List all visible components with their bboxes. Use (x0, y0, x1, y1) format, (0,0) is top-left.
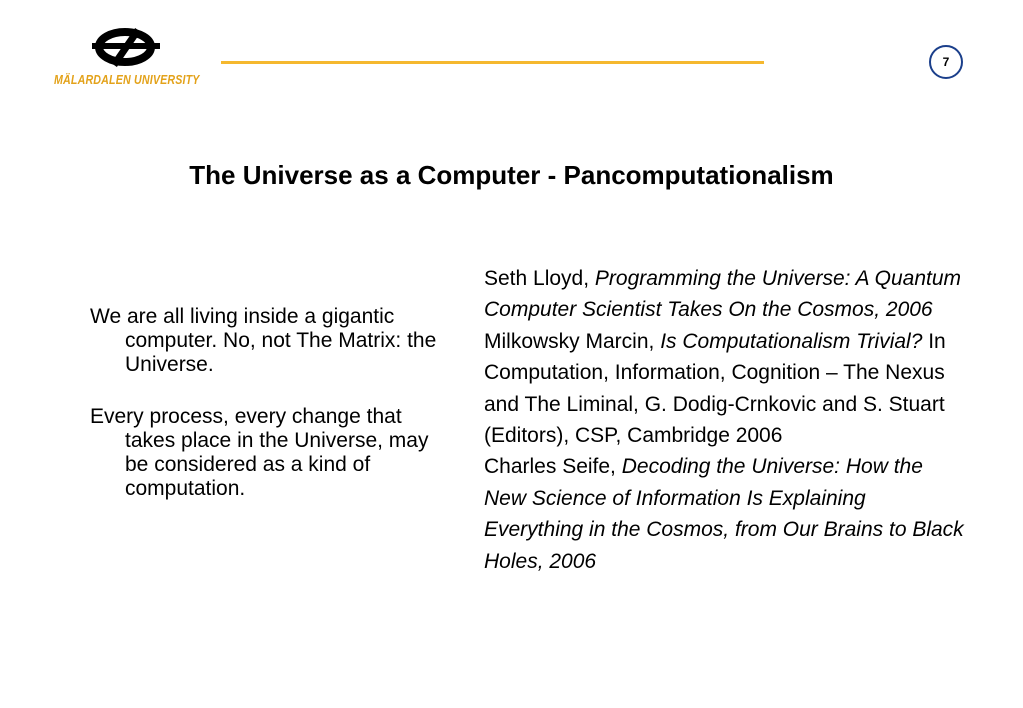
header-rule (221, 61, 764, 64)
page-number-badge: 7 (929, 45, 963, 79)
paragraph-living-inside-computer: We are all living inside a gigantic computer. No, not The Matrix: the Universe. (90, 305, 437, 376)
reference-item (484, 263, 964, 326)
reference-title: Is Computationalism Trivial? (660, 329, 923, 353)
university-name: MÄLARDALEN UNIVERSITY (54, 72, 200, 87)
university-seal-icon (92, 28, 162, 68)
reference-title: Decoding the Universe: How the New Science of Information Is Explaining Everything in the Cosmos, from Our Brains to Black Holes, 2006 (484, 455, 964, 573)
university-logo (50, 28, 210, 98)
reference-author: Seth Lloyd, (484, 267, 595, 290)
reference-author: Milkowsky Marcin, (484, 329, 661, 353)
bullet-column (90, 305, 440, 529)
reference-details: In Computation, Information, Cognition – The Nexus and The Liminal, G. Dodig-Crnkovic and S. Stuart (Editors), CSP, Cambridge 2006 (484, 329, 946, 448)
slide-title: The Universe as a Computer - Pancomputationalism (189, 160, 834, 190)
references-column (484, 263, 964, 577)
reference-author: Charles Seife, (484, 455, 622, 479)
paragraph-every-process: Every process, every change that takes place in the Universe, may be considered as a kind of computation. (90, 405, 429, 500)
reference-item (484, 451, 964, 577)
reference-title: Programming the Universe: A Quantum Computer Scientist Takes On the Cosmos, 2006 (484, 267, 962, 322)
reference-item (484, 326, 964, 452)
